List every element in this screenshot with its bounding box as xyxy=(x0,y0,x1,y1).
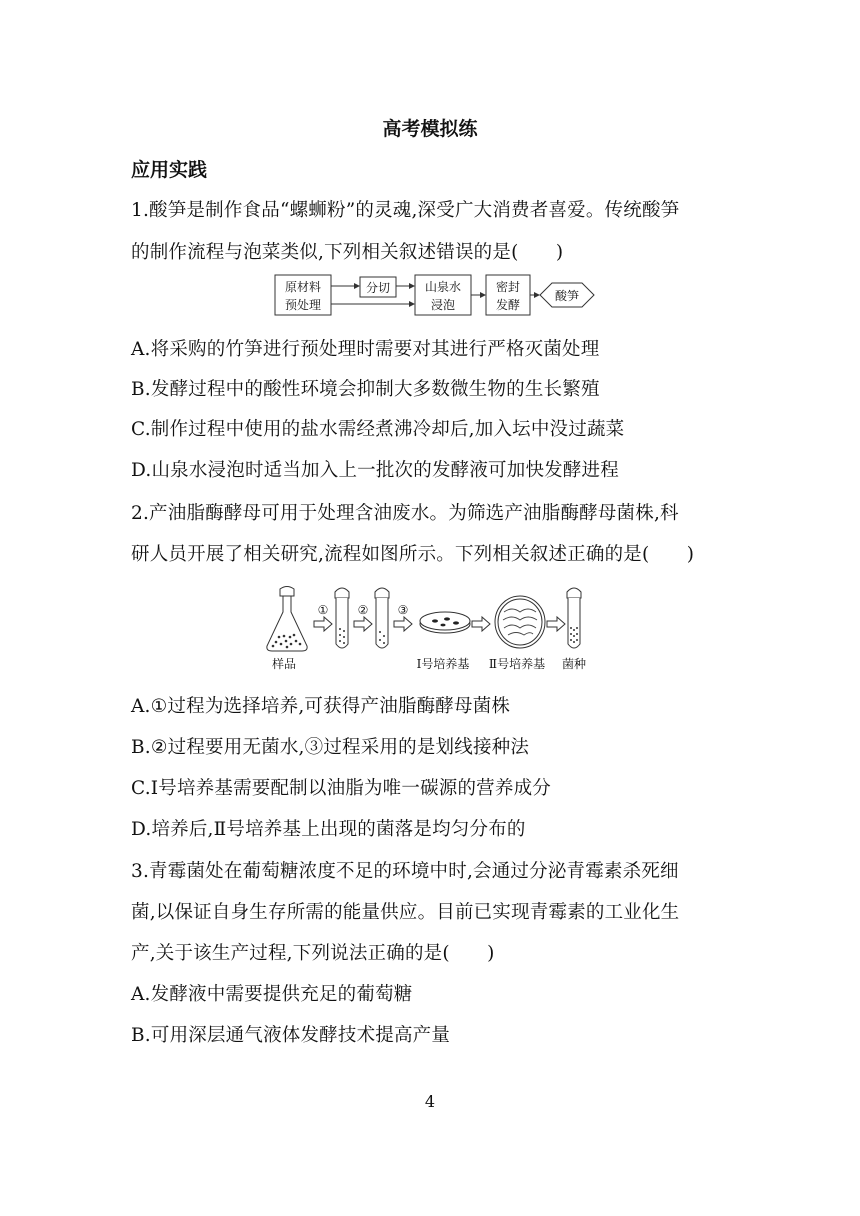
label-sample: 样品 xyxy=(271,657,297,671)
step2-label: ② xyxy=(357,603,369,617)
petri-dish-2-icon xyxy=(495,596,545,648)
q3-option-a: A.发酵液中需要提供充足的葡萄糖 xyxy=(131,984,413,1005)
q3-stem-line2: 菌,以保证自身生存所需的能量供应。目前已实现青霉素的工业化生 xyxy=(131,902,680,923)
label-strain: 菌种 xyxy=(561,657,587,671)
q1-flow-diagram xyxy=(270,270,600,324)
petri-dish-1-icon xyxy=(420,612,470,633)
flow-box-spring-water xyxy=(415,275,471,315)
test-tube-1-icon xyxy=(335,588,349,648)
test-tube-2-icon xyxy=(375,588,389,648)
step3-label: ③ xyxy=(397,603,409,617)
box3-text-line1: 山泉水 xyxy=(424,280,462,294)
q3-stem-line3: 产,关于该生产过程,下列说法正确的是( ) xyxy=(131,943,495,964)
q2-stem-line1: 2.产油脂酶酵母可用于处理含油废水。为筛选产油脂酶酵母菌株,科 xyxy=(131,503,679,524)
test-tube-3-icon xyxy=(567,588,581,648)
label-medium-1: Ⅰ号培养基 xyxy=(416,657,470,671)
flow-box-ferment xyxy=(486,275,530,315)
flow-box-raw-material xyxy=(275,275,331,315)
label-medium-2: Ⅱ号培养基 xyxy=(488,657,546,671)
q3-option-b: B.可用深层通气液体发酵技术提高产量 xyxy=(131,1025,451,1046)
box3-text-line2: 浸泡 xyxy=(430,298,456,312)
page-title: 高考模拟练 xyxy=(382,118,478,140)
box4-text-line2: 发酵 xyxy=(495,298,521,312)
q1-option-b: B.发酵过程中的酸性环境会抑制大多数微生物的生长繁殖 xyxy=(131,379,600,400)
box1-text-line1: 原材料 xyxy=(284,280,322,294)
flow-end-sour-shoot xyxy=(540,283,594,307)
q2-stem-line2: 研人员开展了相关研究,流程如图所示。下列相关叙述正确的是( ) xyxy=(131,544,695,565)
q1-option-a: A.将采购的竹笋进行预处理时需要对其进行严格灭菌处理 xyxy=(131,339,600,360)
section-heading: 应用实践 xyxy=(131,159,208,181)
q2-option-c: C.Ⅰ号培养基需要配制以油脂为唯一碳源的营养成分 xyxy=(131,778,551,799)
q3-stem-line1: 3.青霉菌处在葡萄糖浓度不足的环境中时,会通过分泌青霉素杀死细 xyxy=(131,861,679,882)
q2-screening-diagram xyxy=(262,584,602,674)
box1-text-line2: 预处理 xyxy=(284,298,322,312)
q1-option-d: D.山泉水浸泡时适当加入上一批次的发酵液可加快发酵进程 xyxy=(131,460,619,481)
end-text: 酸笋 xyxy=(554,289,580,303)
q1-stem-line1: 1.酸笋是制作食品“螺蛳粉”的灵魂,深受广大消费者喜爱。传统酸笋 xyxy=(131,200,680,221)
step1-label: ① xyxy=(317,603,329,617)
flask-icon xyxy=(267,587,307,652)
q1-stem-line2: 的制作流程与泡菜类似,下列相关叙述错误的是( ) xyxy=(131,242,564,263)
q2-option-a: A.①过程为选择培养,可获得产油脂酶酵母菌株 xyxy=(131,696,511,717)
page-number: 4 xyxy=(424,1092,436,1111)
q2-option-b: B.②过程要用无菌水,③过程采用的是划线接种法 xyxy=(131,737,530,758)
box2-text: 分切 xyxy=(365,281,391,295)
q2-option-d: D.培养后,Ⅱ号培养基上出现的菌落是均匀分布的 xyxy=(131,819,526,840)
q1-option-c: C.制作过程中使用的盐水需经煮沸冷却后,加入坛中没过蔬菜 xyxy=(131,419,625,440)
box4-text-line1: 密封 xyxy=(495,280,521,294)
flow-box-cut xyxy=(360,277,396,297)
